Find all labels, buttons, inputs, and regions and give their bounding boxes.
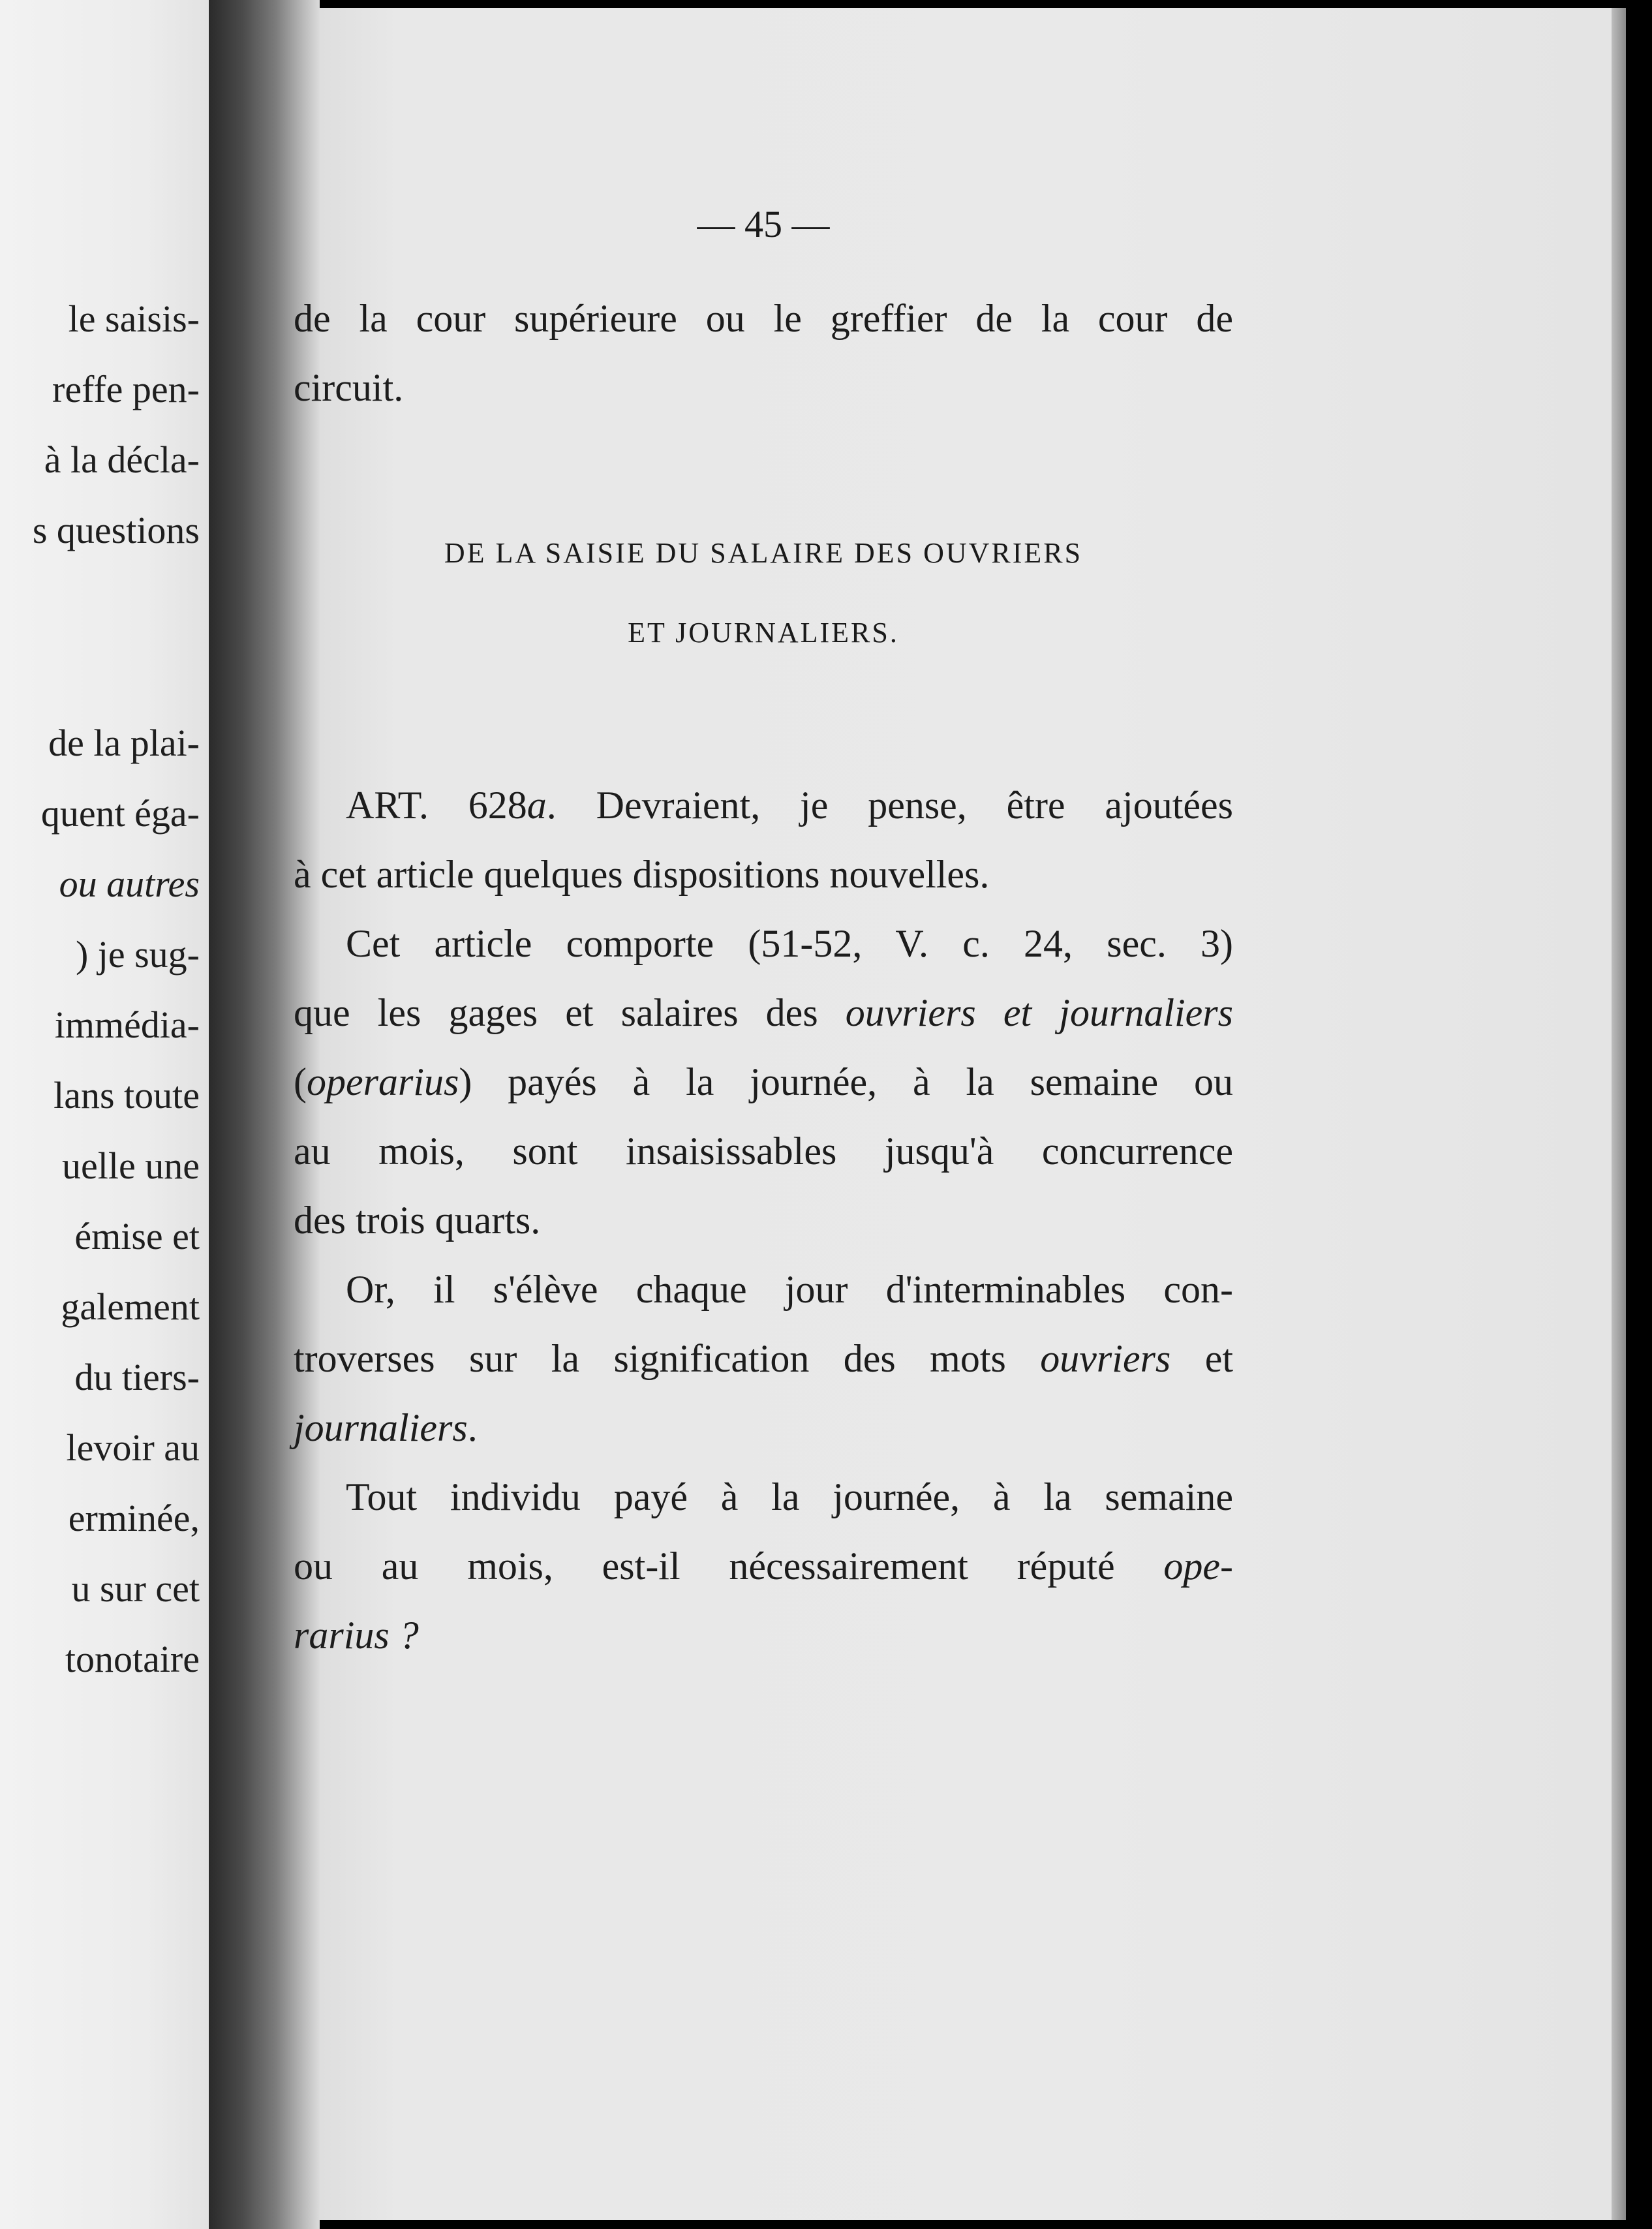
left-line: émise et (74, 1215, 200, 1257)
italic-term: ouvriers et journaliers (845, 991, 1233, 1034)
carry-over-line: circuit. (294, 366, 404, 409)
text-span: troverses sur la signification des mots (294, 1337, 1041, 1380)
page-edge (1612, 8, 1626, 2220)
article-number: ART. 628 (346, 784, 527, 827)
section-heading: ET JOURNALIERS. (628, 617, 899, 649)
paragraph-line (294, 1339, 1233, 1378)
text-span: que les gages et salaires des (294, 991, 846, 1034)
paragraph-line: Cet article comporte (51-52, V. c. 24, sec. 3) (346, 922, 1233, 965)
paragraph-line (346, 786, 1233, 825)
section-heading: DE LA SAISIE DU SALAIRE DES OUVRIERS (444, 537, 1083, 569)
left-line: de la plai- (48, 722, 200, 764)
left-line: à la décla- (44, 438, 200, 481)
text-span: . Devraient, je pense, être ajoutées (546, 784, 1233, 827)
main-page (294, 8, 1612, 2220)
text-span: . (467, 1406, 478, 1449)
left-line: uelle une (62, 1145, 200, 1187)
italic-term: ope- (1163, 1545, 1233, 1588)
paragraph-line (294, 993, 1233, 1032)
left-line: ) je sug- (75, 933, 200, 976)
text-span: ( (294, 1060, 307, 1103)
italic-term: rarius ? (294, 1614, 419, 1657)
left-line: levoir au (66, 1426, 200, 1469)
text-span: et (1170, 1337, 1233, 1380)
left-line: reffe pen- (52, 368, 200, 410)
text-span: ) payés à la journée, à la semaine ou (459, 1060, 1233, 1103)
paragraph-line (294, 1408, 1233, 1447)
italic-term: ouvriers (1040, 1337, 1171, 1380)
paragraph-line: des trois quarts. (294, 1199, 541, 1242)
left-line: galement (61, 1285, 200, 1328)
paragraph-line (294, 1062, 1233, 1101)
left-line: u sur cet (71, 1567, 200, 1610)
paragraph-line: au mois, sont insaisissables jusqu'à concurrence (294, 1130, 1233, 1173)
page-number: — 45 — (697, 203, 830, 245)
text-span: ou au mois, est-il nécessairement réputé (294, 1545, 1164, 1588)
paragraph-line (294, 1616, 1233, 1655)
italic-term: journaliers (294, 1406, 468, 1449)
carry-over-line: de la cour supérieure ou le greffier de la cour de (294, 297, 1233, 340)
left-line: du tiers- (74, 1356, 200, 1398)
left-line: lans toute (54, 1074, 200, 1116)
article-letter: a (527, 784, 547, 827)
left-line: ou autres (59, 863, 200, 905)
left-line: immédia- (54, 1004, 200, 1046)
paragraph-line (294, 1546, 1233, 1586)
paragraph-line: Or, il s'élève chaque jour d'interminables con- (346, 1268, 1233, 1311)
paragraph-line: à cet article quelques dispositions nouvelles. (294, 853, 990, 896)
left-line: quent éga- (40, 792, 200, 835)
italic-term: operarius (306, 1060, 459, 1103)
left-line: s questions (32, 509, 200, 551)
left-line: le saisis- (68, 298, 200, 340)
left-line: erminée, (68, 1497, 200, 1539)
page-text-block (294, 8, 1272, 2220)
left-facing-page (0, 0, 209, 2229)
paragraph-line: Tout individu payé à la journée, à la semaine (346, 1475, 1233, 1518)
left-line: tonotaire (65, 1638, 200, 1680)
